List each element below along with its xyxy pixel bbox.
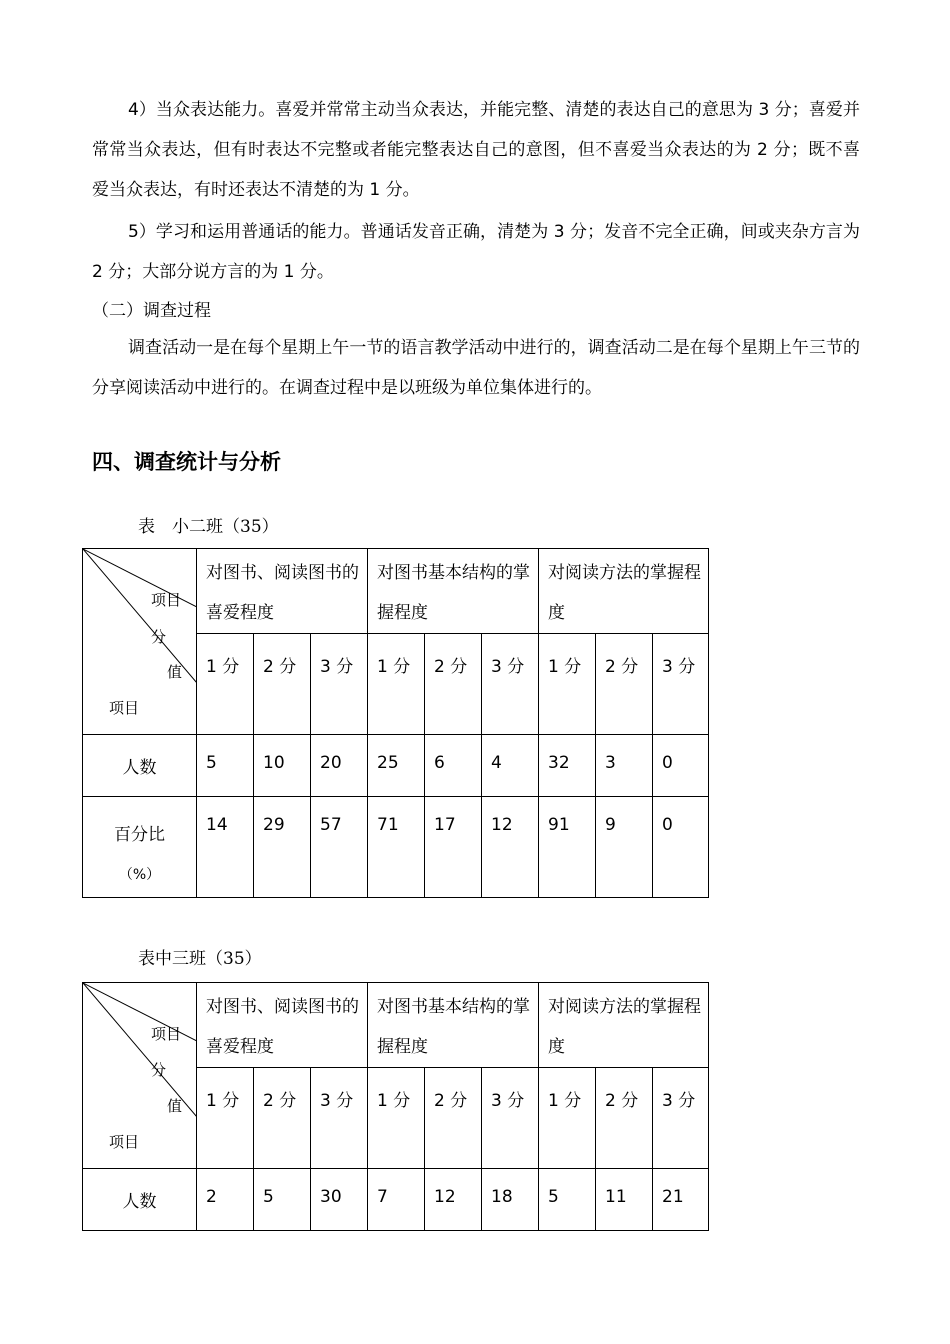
- table-cell: 9: [596, 797, 653, 898]
- diag-label-item-bottom: 项目: [109, 1133, 140, 1151]
- table2-score-cell: 3 分: [482, 1068, 539, 1169]
- table-cell: 5: [254, 1169, 311, 1231]
- table-cell: 12: [482, 797, 539, 898]
- table1-group-3: 对阅读方法的掌握程度: [539, 549, 709, 634]
- diag-label-item-top: 项目: [151, 1025, 182, 1043]
- table-cell: 2: [197, 1169, 254, 1231]
- table-row: [83, 1169, 709, 1231]
- table1-group-1: 对图书、阅读图书的喜爱程度: [197, 549, 368, 634]
- table2-score-cell: 2 分: [596, 1068, 653, 1169]
- table-cell: 21: [653, 1169, 709, 1231]
- table-cell: 10: [254, 735, 311, 797]
- diag-label-item-top: 项目: [151, 591, 182, 609]
- table2-diagonal-header: [83, 983, 197, 1169]
- table1-score-cell: 3 分: [311, 634, 368, 735]
- diag-label-score-1: 分: [151, 628, 167, 646]
- table-cell: 17: [425, 797, 482, 898]
- table-cell: 18: [482, 1169, 539, 1231]
- table2-score-cell: 3 分: [311, 1068, 368, 1169]
- table-cell: 11: [596, 1169, 653, 1231]
- table1-group-2: 对图书基本结构的掌握程度: [368, 549, 539, 634]
- table-cell: 7: [368, 1169, 425, 1231]
- table1: [82, 548, 709, 898]
- paragraph-expression: 4）当众表达能力。喜爱并常常主动当众表达，并能完整、清楚的表达自己的意思为 3 分；喜爱并常常当众表达，但有时表达不完整或者能完整表达自己的意图，但不喜爱当众表达的为 2 分；既不喜爱当众表达，有时还表达不清楚的为 1 分。: [92, 100, 860, 200]
- table-cell: 57: [311, 797, 368, 898]
- table-cell: 3: [596, 735, 653, 797]
- subheading-process: （二）调查过程: [92, 301, 211, 321]
- diag-label-score-2: 值: [167, 663, 183, 681]
- table1-score-cell: 3 分: [653, 634, 709, 735]
- paragraph-mandarin: 5）学习和运用普通话的能力。普通话发音正确，清楚为 3 分；发音不完全正确，间或夹杂方言为 2 分；大部分说方言的为 1 分。: [92, 222, 860, 282]
- table-cell: 5: [539, 1169, 596, 1231]
- table2-group-2: 对图书基本结构的掌握程度: [368, 983, 539, 1068]
- table-cell: 5: [197, 735, 254, 797]
- table-cell: 0: [653, 735, 709, 797]
- table2-score-cell: 3 分: [653, 1068, 709, 1169]
- table2-score-cell: 2 分: [254, 1068, 311, 1169]
- table2-score-cell: 1 分: [539, 1068, 596, 1169]
- table-cell: 29: [254, 797, 311, 898]
- table2: [82, 982, 709, 1231]
- table2-group-1: 对图书、阅读图书的喜爱程度: [197, 983, 368, 1068]
- diag-label-score-2: 值: [167, 1097, 183, 1115]
- table-row: [83, 735, 709, 797]
- diag-label-score-1: 分: [151, 1061, 167, 1079]
- table-cell: 30: [311, 1169, 368, 1231]
- table-cell: 91: [539, 797, 596, 898]
- table1-caption: 表 小二班（35）: [138, 517, 279, 537]
- diag-label-item-bottom: 项目: [109, 699, 140, 717]
- table1-score-cell: 2 分: [425, 634, 482, 735]
- table-cell: 20: [311, 735, 368, 797]
- section-heading: 四、调查统计与分析: [92, 450, 281, 474]
- table-cell: 6: [425, 735, 482, 797]
- table1-score-cell: 1 分: [539, 634, 596, 735]
- table1-score-cell: 2 分: [254, 634, 311, 735]
- diagonal-lines: [83, 549, 197, 734]
- table-cell: 0: [653, 797, 709, 898]
- table2-row-label: 人数: [83, 1169, 197, 1231]
- table2-group-3: 对阅读方法的掌握程度: [539, 983, 709, 1068]
- table-cell: 12: [425, 1169, 482, 1231]
- table1-diagonal-header: [83, 549, 197, 735]
- table1-score-cell: 1 分: [368, 634, 425, 735]
- table-cell: 71: [368, 797, 425, 898]
- diagonal-lines: [83, 983, 197, 1167]
- table1-row-label: 百分比 （%）: [83, 797, 197, 898]
- table1-row-label: 人数: [83, 735, 197, 797]
- table-cell: 4: [482, 735, 539, 797]
- table-cell: 25: [368, 735, 425, 797]
- table2-score-cell: 1 分: [368, 1068, 425, 1169]
- table-cell: 32: [539, 735, 596, 797]
- table-cell: 14: [197, 797, 254, 898]
- table2-score-cell: 1 分: [197, 1068, 254, 1169]
- table1-score-cell: 2 分: [596, 634, 653, 735]
- table1-score-cell: 1 分: [197, 634, 254, 735]
- table1-score-cell: 3 分: [482, 634, 539, 735]
- table-row: [83, 797, 709, 898]
- table2-score-cell: 2 分: [425, 1068, 482, 1169]
- paragraph-process: 调查活动一是在每个星期上午一节的语言教学活动中进行的，调查活动二是在每个星期上午三节的分享阅读活动中进行的。在调查过程中是以班级为单位集体进行的。: [92, 338, 860, 398]
- table2-caption: 表中三班（35）: [138, 949, 262, 969]
